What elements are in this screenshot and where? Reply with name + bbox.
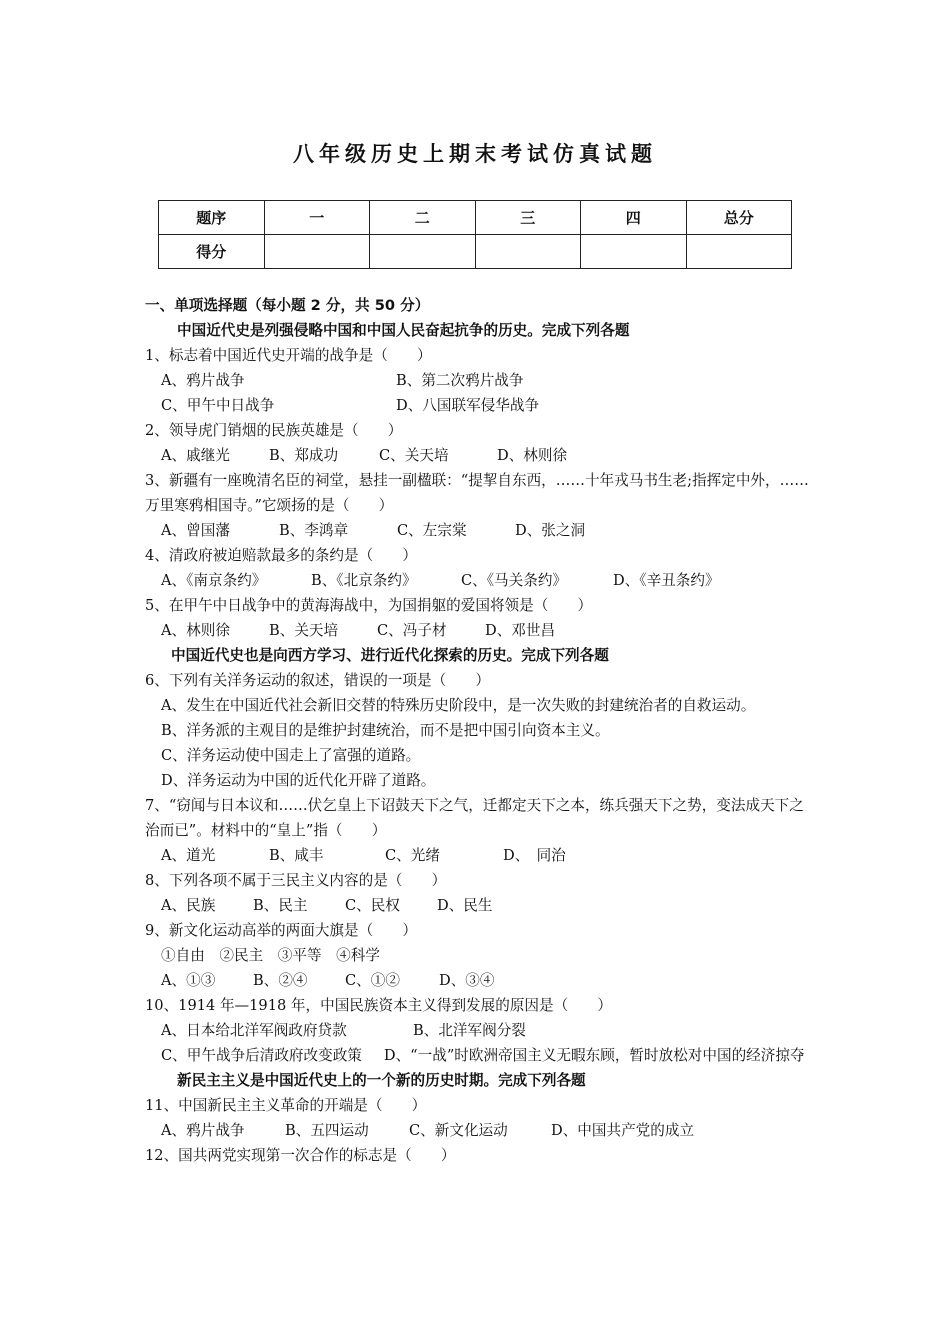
option-row xyxy=(145,893,813,918)
option-row xyxy=(145,443,813,468)
header-cell: 四 xyxy=(581,201,687,235)
option: A、民族 xyxy=(161,897,216,914)
option: C、冯子材 xyxy=(377,622,447,639)
option-row xyxy=(145,843,813,868)
option: D、邓世昌 xyxy=(485,622,556,639)
score-cell[interactable] xyxy=(686,235,792,269)
option: A、林则徐 xyxy=(161,622,230,639)
option-row xyxy=(145,518,813,543)
option: C、左宗棠 xyxy=(397,522,467,539)
option: A、①③ xyxy=(161,972,216,989)
statement-items: ①自由 ②民主 ③平等 ④科学 xyxy=(161,947,380,964)
question-stem: 1、标志着中国近代史开端的战争是（ ） xyxy=(145,347,432,364)
option: D、③④ xyxy=(439,972,495,989)
option: D、张之洞 xyxy=(515,522,586,539)
question-stem: 8、下列各项不属于三民主义内容的是（ ） xyxy=(145,872,447,889)
group-intro: 新民主主义是中国近代史上的一个新的历史时期。完成下列各题 xyxy=(177,1072,586,1089)
option: C、①② xyxy=(345,972,400,989)
option-row xyxy=(145,1018,813,1043)
score-table-header-row xyxy=(159,201,792,235)
header-cell: 三 xyxy=(475,201,581,235)
option: B、北洋军阀分裂 xyxy=(413,1022,526,1039)
score-cell[interactable] xyxy=(370,235,476,269)
option: B、②④ xyxy=(253,972,308,989)
option: D、林则徐 xyxy=(497,447,568,464)
option-row xyxy=(145,618,813,643)
option: C、《马关条约》 xyxy=(461,572,568,589)
option: D、八国联军侵华战争 xyxy=(396,397,540,414)
option: B、洋务派的主观目的是维护封建统治，而不是把中国引向资本主义。 xyxy=(161,722,610,739)
option: C、民权 xyxy=(345,897,400,914)
option: B、《北京条约》 xyxy=(311,572,417,589)
option-row xyxy=(145,968,813,993)
score-cell[interactable] xyxy=(581,235,687,269)
option: D、洋务运动为中国的近代化开辟了道路。 xyxy=(161,772,436,789)
option-row xyxy=(145,1043,813,1068)
option: B、咸丰 xyxy=(269,847,324,864)
option: C、光绪 xyxy=(385,847,440,864)
question-stem: 7、“窃闻与日本议和……伏乞皇上下诏鼓天下之气，迁都定天下之本，练兵强天下之势，变法成天下之治而已”。材料中的“皇上”指（ ） xyxy=(145,797,804,839)
option: D、“一战”时欧洲帝国主义无暇东顾，暂时放松对中国的经济掠夺 xyxy=(383,1047,805,1064)
question-stem: 11、中国新民主主义革命的开端是（ ） xyxy=(145,1097,427,1114)
option: B、李鸿章 xyxy=(279,522,349,539)
option: C、甲午中日战争 xyxy=(161,397,275,414)
question-stem: 5、在甲午中日战争中的黄海海战中，为国捐躯的爱国将领是（ ） xyxy=(145,597,593,614)
option-row xyxy=(145,1118,813,1143)
option: B、第二次鸦片战争 xyxy=(396,372,524,389)
option: D、《辛丑条约》 xyxy=(613,572,720,589)
option: C、甲午战争后清政府改变政策 xyxy=(161,1047,362,1064)
option: A、鸦片战争 xyxy=(161,1122,245,1139)
option: A、日本给北洋军阀政府贷款 xyxy=(161,1022,347,1039)
score-table xyxy=(158,200,792,269)
option: D、民生 xyxy=(437,897,493,914)
question-stem: 12、国共两党实现第一次合作的标志是（ ） xyxy=(145,1147,456,1164)
option: C、洋务运动使中国走上了富强的道路。 xyxy=(161,747,421,764)
option: B、民主 xyxy=(253,897,308,914)
option-row xyxy=(145,368,813,393)
score-cell[interactable] xyxy=(475,235,581,269)
group-intro: 中国近代史是列强侵略中国和中国人民奋起抗争的历史。完成下列各题 xyxy=(177,322,630,339)
group-intro: 中国近代史也是向西方学习、进行近代化探索的历史。完成下列各题 xyxy=(171,647,609,664)
question-stem: 4、清政府被迫赔款最多的条约是（ ） xyxy=(145,547,417,564)
option-row xyxy=(145,393,813,418)
question-stem: 10、1914 年—1918 年，中国民族资本主义得到发展的原因是（ ） xyxy=(145,997,612,1014)
question-section xyxy=(145,293,813,1168)
option: A、道光 xyxy=(161,847,216,864)
question-stem: 9、新文化运动高举的两面大旗是（ ） xyxy=(145,922,417,939)
option: A、鸦片战争 xyxy=(161,372,245,389)
question-stem: 2、领导虎门销烟的民族英雄是（ ） xyxy=(145,422,403,439)
option: C、新文化运动 xyxy=(409,1122,508,1139)
option: B、五四运动 xyxy=(285,1122,369,1139)
option: A、戚继光 xyxy=(161,447,230,464)
option: B、关天培 xyxy=(269,622,339,639)
option: A、《南京条约》 xyxy=(161,572,267,589)
question-stem: 3、新疆有一座晚清名臣的祠堂，悬挂一副楹联：“提挈自东西，……十年戎马书生老;指挥定中外，……万里寒鸦相国寺。”它颂扬的是（ ） xyxy=(145,472,809,514)
header-cell: 二 xyxy=(370,201,476,235)
option: D、中国共产党的成立 xyxy=(551,1122,695,1139)
score-cell[interactable] xyxy=(264,235,370,269)
option: D、 同治 xyxy=(503,847,566,864)
score-table-score-row xyxy=(159,235,792,269)
score-row-label: 得分 xyxy=(159,235,265,269)
option: C、关天培 xyxy=(379,447,449,464)
header-cell: 题序 xyxy=(159,201,265,235)
option-row xyxy=(145,568,813,593)
section-heading: 一、单项选择题（每小题 2 分，共 50 分） xyxy=(145,297,430,314)
header-cell: 一 xyxy=(264,201,370,235)
option: B、郑成功 xyxy=(269,447,339,464)
option: A、曾国藩 xyxy=(161,522,230,539)
header-cell: 总分 xyxy=(686,201,792,235)
exam-title: 八年级历史上期末考试仿真试题 xyxy=(293,142,657,166)
option: A、发生在中国近代社会新旧交替的特殊历史阶段中，是一次失败的封建统治者的自救运动。 xyxy=(161,697,756,714)
question-stem: 6、下列有关洋务运动的叙述，错误的一项是（ ） xyxy=(145,672,490,689)
